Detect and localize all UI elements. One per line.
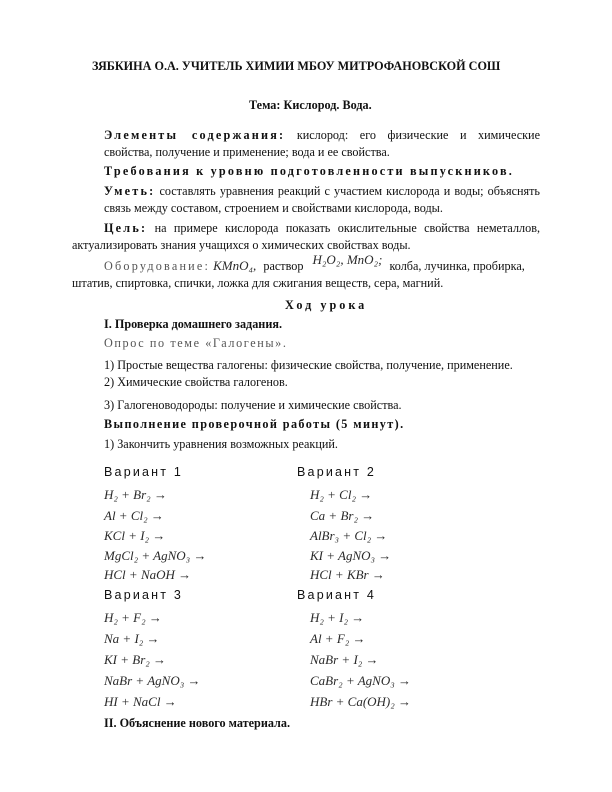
variant-3-title: Вариант 3	[104, 588, 184, 602]
survey-heading: Опрос по теме «Галогены».	[104, 336, 288, 350]
equation: KI + Br₂ →	[104, 652, 167, 667]
equation: HCl + NaOH →	[104, 567, 192, 582]
question-1: 1) Простые вещества галогены: физические свойства, получение, применение.	[104, 358, 513, 372]
equipment-label: Оборудование:	[104, 259, 211, 273]
equation: HI + NaCl →	[104, 694, 177, 709]
content-elements-label: Элементы содержания:	[104, 128, 286, 142]
equation: Al + F₂ →	[310, 631, 366, 646]
equipment-items-1: колба, лучинка, пробирка,	[389, 259, 525, 273]
content-elements-text: кислород: его физические и химические свойства, получение и применение; вода и ее свойства.	[104, 128, 540, 159]
goal-paragraph	[72, 220, 540, 254]
equation: MgCl₂ + AgNO₃ →	[104, 548, 207, 563]
requirements-heading: Требования к уровню подготовленности выпускников.	[104, 164, 515, 178]
section-1-heading: I. Проверка домашнего задания.	[104, 317, 282, 331]
variant-1-title: Вариант 1	[104, 465, 184, 479]
equation: Na + I₂ →	[104, 631, 160, 646]
equation: HCl + KBr →	[310, 567, 385, 582]
skills-text: составлять уравнения реакций с участием кислорода и воды; объяснять связь между составом, строением и свойствами кислорода, воды.	[104, 184, 540, 215]
equipment-formula-kmno4: KMnO₄,	[213, 258, 257, 273]
equation: H₂ + I₂ →	[310, 610, 365, 625]
document-header: ЗЯБКИНА О.А. УЧИТЕЛЬ ХИМИИ МБОУ МИТРОФАНОВСКОЙ СОШ	[92, 59, 501, 73]
question-2: 2) Химические свойства галогенов.	[104, 375, 288, 389]
equation: KCl + I₂ →	[104, 528, 166, 543]
task-text: 1) Закончить уравнения возможных реакций.	[104, 437, 338, 451]
equipment-solution-word: раствор	[263, 259, 304, 273]
variant-2-title: Вариант 2	[297, 465, 377, 479]
test-heading: Выполнение проверочной работы (5 минут).	[104, 417, 405, 431]
equation: KI + AgNO₃ →	[310, 548, 392, 563]
equipment-line-1	[104, 252, 525, 274]
equation: H₂ + F₂ →	[104, 610, 162, 625]
equation: NaBr + I₂ →	[310, 652, 379, 667]
equation: NaBr + AgNO₃ →	[104, 673, 201, 688]
equipment-line-2: штатив, спиртовка, спички, ложка для сжигания веществ, сера, магний.	[72, 276, 444, 290]
lesson-topic: Тема: Кислород. Вода.	[249, 98, 372, 112]
skills-label: Уметь:	[104, 184, 156, 198]
equipment-formula-h2o2: H₂O₂, MnO₂;	[312, 252, 383, 267]
variant-4-title: Вариант 4	[297, 588, 377, 602]
question-3: 3) Галогеноводороды: получение и химические свойства.	[104, 398, 402, 412]
equation: Ca + Br₂ →	[310, 508, 375, 523]
equation: H₂ + Cl₂ →	[310, 487, 373, 502]
equation: HBr + Ca(OH)₂ →	[310, 694, 412, 709]
equation: AlBr₃ + Cl₂ →	[310, 528, 388, 543]
equation: CaBr₂ + AgNO₃ →	[310, 673, 411, 688]
content-elements-paragraph	[104, 127, 540, 161]
skills-paragraph	[104, 183, 540, 217]
goal-text: на примере кислорода показать окислительные свойства неметаллов, актуализировать знания учащихся о химических свойствах воды.	[72, 221, 541, 252]
goal-label: Цель:	[104, 221, 148, 235]
section-2-heading: II. Объяснение нового материала.	[104, 716, 291, 730]
lesson-heading: Ход урока	[285, 298, 368, 312]
equation: H₂ + Br₂ →	[104, 487, 167, 502]
equation: Al + Cl₂ →	[104, 508, 164, 523]
